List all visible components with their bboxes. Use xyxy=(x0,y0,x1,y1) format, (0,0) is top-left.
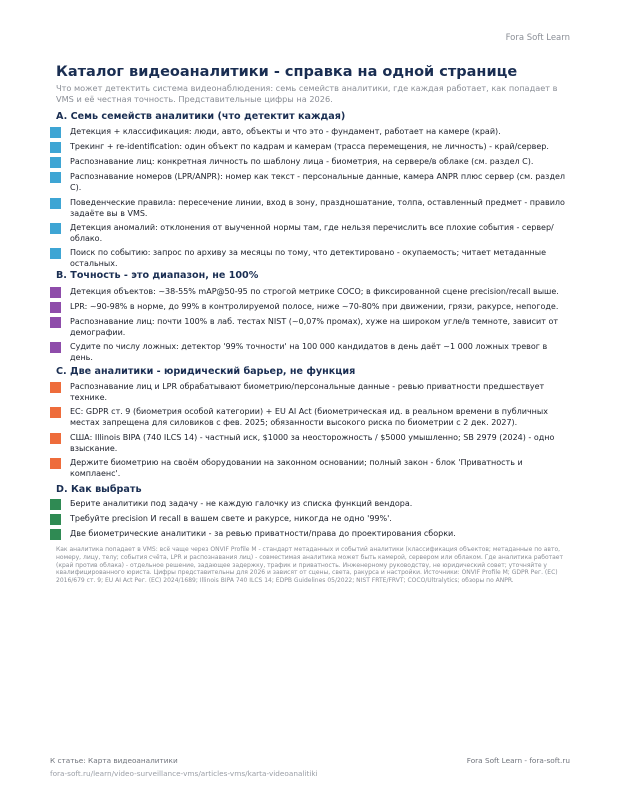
section-heading-a: A. Семь семейств аналитики (что детектит каждая) xyxy=(56,111,346,122)
footer-article-link[interactable]: К статье: Карта видеоаналитики xyxy=(50,756,178,765)
list-item xyxy=(50,171,570,193)
bullet-square-icon xyxy=(50,157,61,168)
list-item xyxy=(50,457,570,479)
list-item xyxy=(50,222,570,244)
list-item-text: Детекция + классификация: люди, авто, объекты и что это - фундамент, работает на камере (край). xyxy=(70,127,501,136)
bullet-square-icon xyxy=(50,529,61,540)
list-item-text: Поведенческие правила: пересечение линии, вход в зону, праздношатание, толпа, оставленный предмет - правило задаёте вы в VMS. xyxy=(70,198,565,218)
section-heading-c: C. Две аналитики - юридический барьер, не функция xyxy=(56,366,356,377)
bullet-square-icon xyxy=(50,317,61,328)
list-item xyxy=(50,247,570,269)
section-heading-b: B. Точность - это диапазон, не 100% xyxy=(56,270,259,281)
list-item-text: Две биометрические аналитики - за ревью приватности/права до проектирования сборки. xyxy=(70,529,456,538)
bullet-square-icon xyxy=(50,287,61,298)
list-item xyxy=(50,528,570,540)
list-item xyxy=(50,316,570,338)
list-item xyxy=(50,406,570,428)
footer-url[interactable]: fora-soft.ru/learn/video-surveillance-vms/articles-vms/karta-videoanalitiki xyxy=(50,769,318,778)
list-item-text: Берите аналитики под задачу - не каждую галочку из списка функций вендора. xyxy=(70,499,413,508)
list-item xyxy=(50,381,570,403)
bullet-square-icon xyxy=(50,382,61,393)
list-item-text: Распознавание лиц: конкретная личность по шаблону лица - биометрия, на сервере/в облаке (см. раздел C). xyxy=(70,157,534,166)
bullet-square-icon xyxy=(50,142,61,153)
list-item-text: Трекинг + re-identification: один объект по кадрам и камерам (трасса перемещения, не личность) - край/сервер. xyxy=(70,142,549,151)
list-item-text: Поиск по событию: запрос по архиву за месяцы по тому, что детектировано - окупаемость; читает метаданные остальных. xyxy=(70,248,547,268)
list-item-text: Распознавание лиц: почти 100% в лаб. тестах NIST (~0,07% промах), хуже на широком угле/в темноте, зависит от демографии. xyxy=(70,317,559,337)
bullet-square-icon xyxy=(50,458,61,469)
list-item-text: Держите биометрию на своём оборудовании на законном основании; полный закон - блок 'Приватность и комплаенс'. xyxy=(70,458,523,478)
list-item-text: LPR: ~90-98% в норме, до 99% в контролируемой полосе, ниже ~70-80% при движении, грязи, ракурсе, непогоде. xyxy=(70,302,559,311)
list-item-text: Распознавание лиц и LPR обрабатывают биометрию/персональные данные - ревью приватности предшествует технике. xyxy=(70,382,545,402)
list-item-text: ЕС: GDPR ст. 9 (биометрия особой категории) + EU AI Act (биометрическая ид. в реальном времени в публичных местах запрещена для силовиков с фев. 2025; обязанности высокого риска по биометрии с 2 дек. 2027). xyxy=(70,407,548,427)
list-item xyxy=(50,286,570,298)
list-item xyxy=(50,156,570,168)
page-subtitle: Что может детектить система видеонаблюдения: семь семейств аналитики, где каждая работает, как попадает в VMS и её честная точность. Представительные цифры на 2026. xyxy=(56,83,558,104)
list-item-text: Детекция аномалий: отклонения от выученной нормы там, где нельзя перечислить все плохие события - сервер/облако. xyxy=(70,223,554,243)
sources-note: Как аналитика попадает в VMS: всё чаще через ONVIF Profile M - стандарт метаданных и событий аналитики (классификация объектов; метаданные по авто, номеру, лицу, телу; события счёта, LPR и распознавания лиц) - совместимая аналитика может быть камерой, сервером или облаком. Где аналитика работает (край против облака) - отдельное решение, задающее задержку, трафик и приватность. Инженерному руководству, не юридический совет; уточняйте у квалифицированного юриста. Цифры представительны для 2026 и зависят от сцены, света, ракурса и настройки. Источники: ONVIF Profile M; GDPR Рег. (ЕС) 2016/679 ст. 9; EU AI Act Рег. (ЕС) 2024/1689; Illinois BIPA 740 ILCS 14; EDPB Guidelines 05/2022; NIST FRTE/FRVT; COCO/Ultralytics; обзоры по ANPR. xyxy=(56,546,563,585)
bullet-square-icon xyxy=(50,407,61,418)
list-item xyxy=(50,141,570,153)
footer-brand: Fora Soft Learn - fora-soft.ru xyxy=(466,756,570,765)
list-item xyxy=(50,341,570,363)
list-item xyxy=(50,432,570,454)
bullet-square-icon xyxy=(50,172,61,183)
bullet-square-icon xyxy=(50,514,61,525)
bullet-square-icon xyxy=(50,198,61,209)
list-item xyxy=(50,301,570,313)
brand-label: Fora Soft Learn xyxy=(505,33,570,43)
bullet-square-icon xyxy=(50,342,61,353)
list-item-text: Судите по числу ложных: детектор '99% точности' на 100 000 кандидатов в день даёт ~1 000 ложных тревог в день. xyxy=(70,342,548,362)
list-item-text: Детекция объектов: ~38-55% mAP@50-95 по строгой метрике COCO; в фиксированной сцене precision/recall выше. xyxy=(70,287,559,296)
list-item-text: Распознавание номеров (LPR/ANPR): номер как текст - персональные данные, камера ANPR плюс сервер (см. раздел C). xyxy=(70,172,566,192)
bullet-square-icon xyxy=(50,248,61,259)
list-item-text: США: Illinois BIPA (740 ILCS 14) - частный иск, $1000 за неосторожность / $5000 умышленно; SB 2979 (2024) - одно взыскание. xyxy=(70,433,555,453)
list-item xyxy=(50,513,570,525)
bullet-square-icon xyxy=(50,302,61,313)
page-title: Каталог видеоаналитики - справка на одной странице xyxy=(56,64,518,80)
bullet-square-icon xyxy=(50,499,61,510)
bullet-square-icon xyxy=(50,127,61,138)
list-item xyxy=(50,126,570,138)
bullet-square-icon xyxy=(50,433,61,444)
bullet-square-icon xyxy=(50,223,61,234)
list-item xyxy=(50,498,570,510)
list-item xyxy=(50,197,570,219)
section-heading-d: D. Как выбрать xyxy=(56,484,142,495)
list-item-text: Требуйте precision И recall в вашем свете и ракурсе, никогда не одно '99%'. xyxy=(70,514,392,523)
